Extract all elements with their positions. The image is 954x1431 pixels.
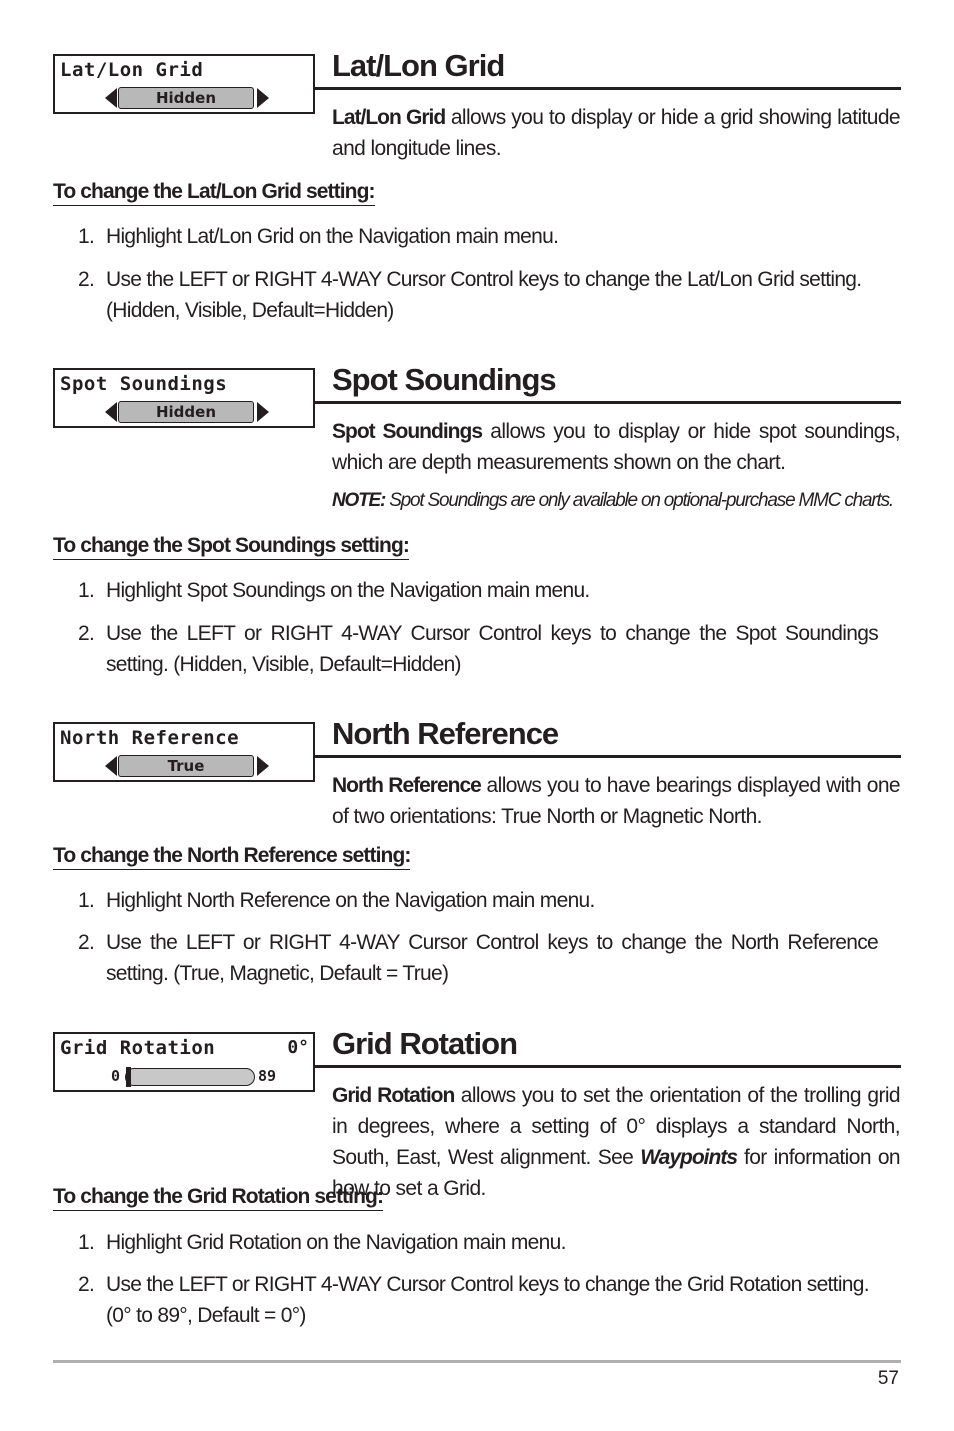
step-number: 1. [78, 889, 95, 912]
widget-label: Lat/Lon Grid [60, 59, 204, 81]
change-setting-title: To change the Grid Rotation setting: [53, 1185, 383, 1211]
lat-lon-grid-menu-widget[interactable] [53, 54, 315, 114]
change-setting-title: To change the North Reference setting: [53, 844, 410, 870]
intro-term: Grid Rotation [332, 1084, 455, 1107]
step-text: Highlight North Reference on the Navigation main menu. [106, 889, 595, 912]
section-intro [332, 416, 900, 478]
grid-rotation-menu-widget[interactable] [53, 1032, 315, 1092]
step-text: Highlight Lat/Lon Grid on the Navigation main menu. [106, 225, 559, 248]
arrow-right-icon[interactable] [257, 756, 269, 776]
slider-max-label: 89 [258, 1067, 277, 1085]
section-intro [332, 102, 900, 164]
step-text: Highlight Grid Rotation on the Navigation main menu. [106, 1231, 566, 1254]
step-text: Highlight Spot Soundings on the Navigation main menu. [106, 579, 590, 602]
footer-divider [53, 1360, 901, 1363]
intro-tail: for information on how to set a Grid. [332, 1146, 900, 1200]
widget-label: North Reference [60, 727, 240, 749]
section-heading: North Reference [332, 716, 559, 751]
heading-divider [315, 87, 901, 90]
intro-term: North Reference [332, 774, 481, 797]
step-text: Use the LEFT or RIGHT 4-WAY Cursor Control keys to change the Lat/Lon Grid setting. (Hidden, Visible, Default=Hidden) [106, 268, 862, 322]
heading-divider [315, 755, 901, 758]
intro-text: allows you to display or hide spot soundings, which are depth measurements shown on the chart. [332, 420, 900, 474]
step-text: Use the LEFT or RIGHT 4-WAY Cursor Control keys to change the Spot Soundings setting. (Hidden, Visible, Default=Hidden) [106, 622, 878, 676]
widget-value: True [118, 755, 254, 777]
arrow-right-icon[interactable] [257, 402, 269, 422]
widget-label: Grid Rotation [60, 1037, 216, 1059]
step-number: 1. [78, 1231, 95, 1254]
value-selector [55, 755, 313, 777]
section-heading: Grid Rotation [332, 1026, 518, 1061]
note-label: NOTE: [332, 490, 386, 511]
change-setting-title: To change the Lat/Lon Grid setting: [53, 180, 375, 206]
note-text: Spot Soundings are only available on optional-purchase MMC charts. [385, 490, 893, 511]
intro-text: allows you to display or hide a grid showing latitude and longitude lines. [332, 106, 900, 160]
step-text: Use the LEFT or RIGHT 4-WAY Cursor Control keys to change the North Reference setting. (True, Magnetic, Default = True) [106, 931, 878, 985]
section-heading: Lat/Lon Grid [332, 48, 505, 83]
step-number: 2. [78, 1273, 95, 1296]
arrow-left-icon[interactable] [105, 756, 117, 776]
widget-value: 0° [287, 1037, 309, 1058]
step-text: Use the LEFT or RIGHT 4-WAY Cursor Control keys to change the Grid Rotation setting. (0° to 89°, Default = 0°) [106, 1273, 869, 1327]
note [332, 490, 900, 512]
section-intro [332, 770, 900, 832]
arrow-right-icon[interactable] [257, 88, 269, 108]
step-number: 2. [78, 622, 95, 645]
step-number: 1. [78, 225, 95, 248]
step-number: 2. [78, 931, 95, 954]
intro-text: allows you to have bearings displayed with one of two orientations: True North or Magnetic North. [332, 774, 900, 828]
change-setting-title: To change the Spot Soundings setting: [53, 534, 409, 560]
heading-divider [315, 1065, 901, 1068]
page-number: 57 [877, 1368, 899, 1389]
value-selector [55, 401, 313, 423]
step-number: 1. [78, 579, 95, 602]
north-reference-menu-widget[interactable] [53, 722, 315, 782]
spot-soundings-menu-widget[interactable] [53, 368, 315, 428]
heading-divider [315, 401, 901, 404]
widget-value: Hidden [118, 87, 254, 109]
section-heading: Spot Soundings [332, 362, 556, 397]
step-number: 2. [78, 268, 95, 291]
intro-term: Lat/Lon Grid [332, 106, 446, 129]
widget-label: Spot Soundings [60, 373, 228, 395]
section-intro [332, 1080, 900, 1204]
arrow-left-icon[interactable] [105, 402, 117, 422]
intro-term: Spot Soundings [332, 420, 482, 443]
waypoints-link[interactable]: Waypoints [640, 1146, 738, 1169]
slider-min-label: 0 [111, 1067, 121, 1085]
intro-text: allows you to set the orientation of the trolling grid in degrees, where a setting of 0° displays a standard North, South, East, West alignment. See [332, 1084, 900, 1169]
arrow-left-icon[interactable] [105, 88, 117, 108]
widget-value: Hidden [118, 401, 254, 423]
value-selector [55, 87, 313, 109]
rotation-slider[interactable] [125, 1068, 255, 1086]
slider-thumb[interactable] [126, 1067, 131, 1087]
